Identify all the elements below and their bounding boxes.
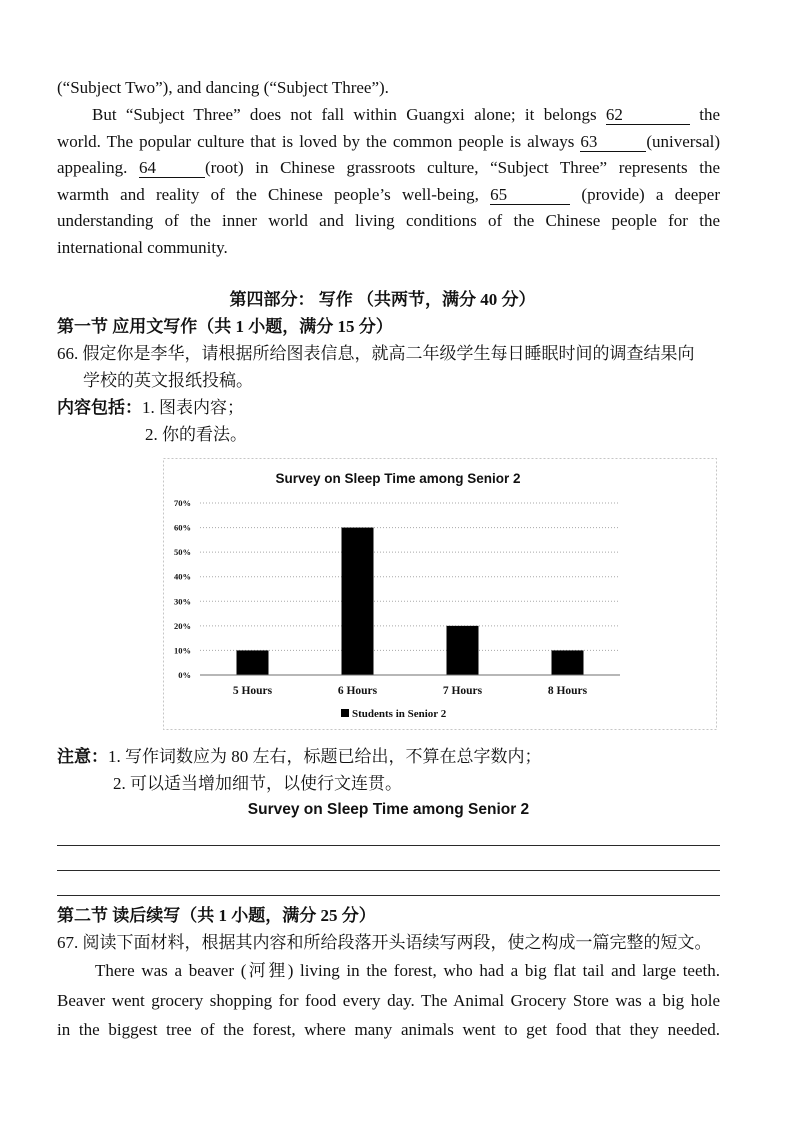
chart-gridlines	[200, 503, 620, 650]
section-one-heading: 第一节 应用文写作（共 1 小题，满分 15 分）	[57, 317, 393, 336]
x-category-label: 8 Hours	[547, 685, 588, 697]
x-axis-labels	[233, 685, 588, 697]
cloze-line	[57, 235, 720, 261]
y-tick-label: 70%	[174, 498, 191, 508]
answer-blank-65: 65	[490, 186, 570, 205]
cloze-text: understanding of the inner world and living conditions of the Chinese people for the	[57, 211, 720, 230]
chart-title: Survey on Sleep Time among Senior 2	[275, 471, 521, 486]
content-label: 内容包括：	[57, 398, 142, 417]
section-two-heading: 第二节 读后续写（共 1 小题，满分 25 分）	[57, 906, 376, 925]
y-tick-label: 20%	[174, 620, 191, 631]
question-number: 66.	[57, 344, 79, 363]
answer-blank-63: 63	[580, 133, 646, 152]
bar-8-hours	[552, 650, 584, 675]
y-tick-label: 10%	[174, 645, 191, 656]
bar-7-hours	[447, 626, 479, 675]
cloze-text: But “Subject Three” does not fall within Guangxi alone; it belongs	[92, 105, 597, 124]
cloze-text: (root) in Chinese grassroots culture, “Subject Three” represents the	[204, 158, 720, 177]
notes-label: 注意：	[57, 747, 108, 766]
answer-blank-62: 62	[606, 106, 690, 125]
essay-title: Survey on Sleep Time among Senior 2	[247, 801, 530, 818]
question-66-prompt-continued: 学校的英文报纸投稿。	[83, 371, 253, 390]
cloze-line	[57, 75, 720, 101]
legend-swatch	[341, 709, 349, 717]
notes-item: 1. 写作词数应为 80 左右，标题已给出，不算在总字数内；	[108, 747, 542, 766]
y-tick-label: 50%	[174, 547, 191, 558]
passage-line: in the biggest tree of the forest, where many animals went to get food that they needed.	[57, 1020, 720, 1039]
passage-line: There was a beaver (河狸) living in the forest, who had a big flat tail and large teeth.	[95, 961, 720, 980]
y-tick-label: 60%	[174, 522, 191, 533]
cloze-line	[92, 102, 720, 128]
x-category-label: 6 Hours	[337, 685, 378, 697]
content-item: 2. 你的看法。	[145, 425, 247, 444]
bar-5-hours	[237, 650, 269, 675]
writing-notes	[57, 744, 720, 770]
answer-blank-64: 64	[139, 159, 205, 178]
answer-writing-line	[57, 895, 720, 896]
cloze-text: (“Subject Two”), and dancing (“Subject Three”).	[57, 78, 389, 97]
question-number: 67.	[57, 933, 79, 952]
cloze-text: warmth and reality of the Chinese people’s well-being,	[57, 185, 479, 204]
sleep-time-chart	[163, 458, 717, 730]
y-tick-label: 40%	[174, 571, 191, 582]
x-category-label: 7 Hours	[442, 685, 483, 697]
answer-writing-line	[57, 845, 720, 846]
part-four-heading: 第四部分： 写作 （共两节，满分 40 分）	[229, 290, 536, 309]
y-axis-labels	[174, 498, 191, 680]
notes-item: 2. 可以适当增加细节，以使行文连贯。	[113, 774, 402, 793]
x-category-label: 5 Hours	[232, 685, 273, 697]
question-67-prompt	[57, 930, 720, 956]
chart-svg	[163, 458, 717, 730]
cloze-line	[57, 208, 720, 234]
cloze-text: (provide) a deeper	[581, 185, 720, 204]
chart-legend	[341, 708, 447, 720]
cloze-line	[57, 155, 720, 181]
cloze-line	[57, 182, 720, 208]
passage-line: Beaver went grocery shopping for food every day. The Animal Grocery Store was a big hole	[57, 991, 720, 1010]
content-item: 1. 图表内容；	[142, 398, 244, 417]
legend-label: Students in Senior 2	[352, 708, 447, 720]
cloze-text: appealing.	[57, 158, 128, 177]
cloze-text: international community.	[57, 238, 228, 257]
cloze-text: world. The popular culture that is loved by the common people is always	[57, 132, 575, 151]
content-requirements	[57, 395, 720, 421]
cloze-text: (universal)	[646, 132, 721, 151]
prompt-text: 阅读下面材料，根据其内容和所给段落开头语续写两段，使之构成一篇完整的短文。	[82, 933, 712, 952]
cloze-line	[57, 129, 720, 155]
y-tick-label: 0%	[178, 670, 191, 680]
cloze-text: the	[699, 105, 721, 124]
question-66-prompt	[57, 341, 720, 367]
prompt-text: 假定你是李华，请根据所给图表信息，就高二年级学生每日睡眠时间的调查结果向	[82, 344, 695, 363]
answer-writing-line	[57, 870, 720, 871]
y-tick-label: 30%	[174, 596, 191, 607]
bar-6-hours	[342, 528, 374, 675]
